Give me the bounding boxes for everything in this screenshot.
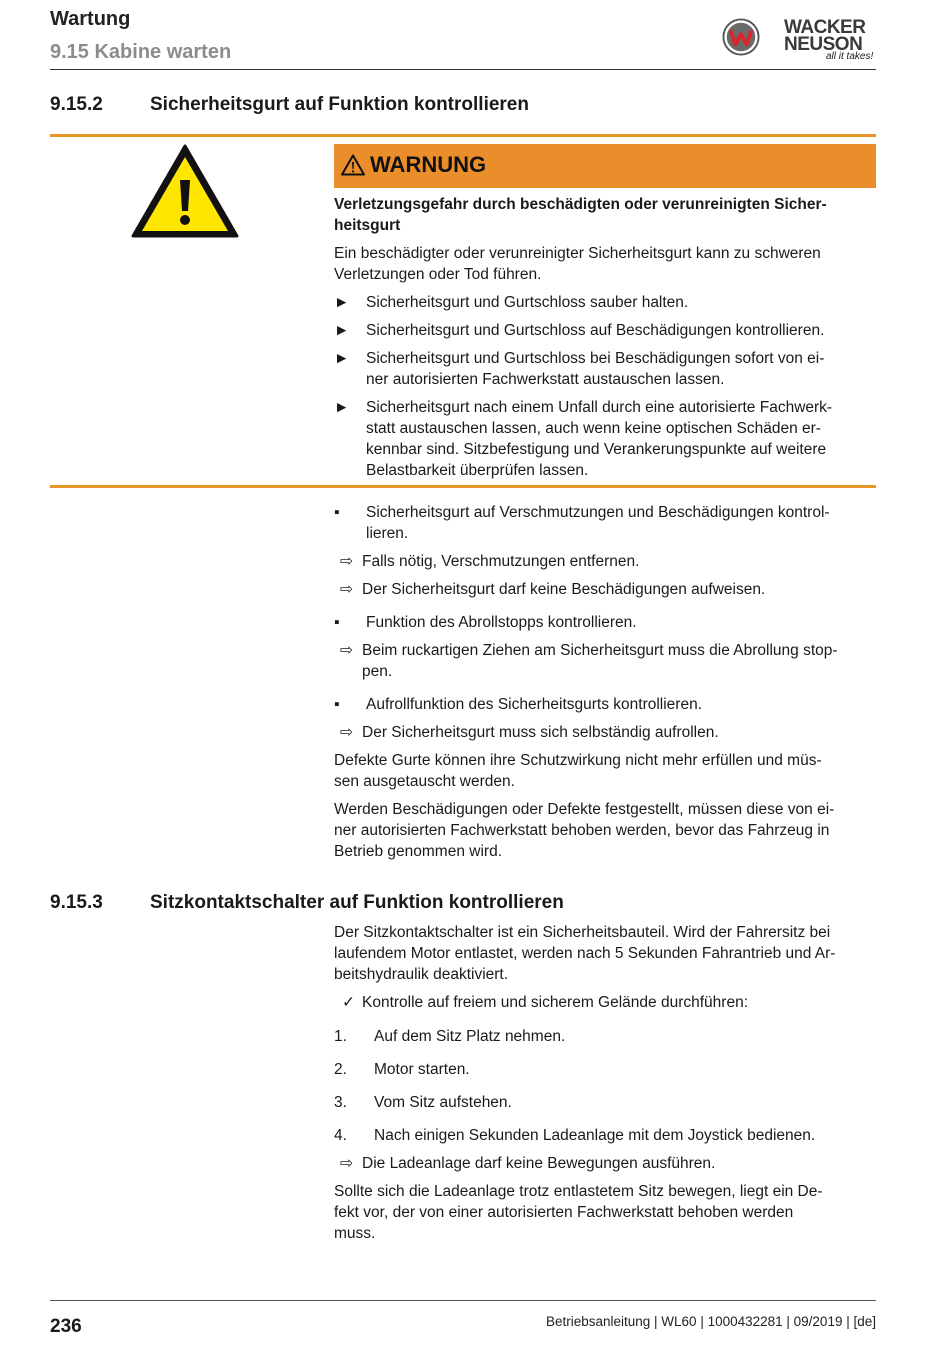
- paragraph-line: Der Sitzkontaktschalter ist ein Sicherheitsbauteil. Wird der Fahrersitz bei: [334, 924, 831, 941]
- step-text: Sicherheitsgurt auf Verschmutzungen und Beschädigungen kontrol-: [366, 504, 830, 521]
- paragraph-line: sen ausgetauscht werden.: [334, 773, 515, 790]
- warning-bottom-rule: [50, 485, 876, 488]
- warning-action-text: Sicherheitsgurt und Gurtschloss auf Beschädigungen kontrollieren.: [366, 322, 825, 339]
- square-bullet-icon: ▪: [334, 614, 340, 631]
- step-text: Funktion des Abrollstopps kontrollieren.: [366, 614, 637, 631]
- numbered-step: [334, 1125, 874, 1146]
- result-text: Der Sicherheitsgurt darf keine Beschädigungen aufweisen.: [362, 581, 766, 598]
- paragraph-line: Betrieb genommen wird.: [334, 843, 502, 860]
- paragraph-line: laufendem Motor entlastet, werden nach 5 Sekunden Fahrantrieb und Ar-: [334, 945, 836, 962]
- step-item: [334, 694, 874, 715]
- step-number: 1.: [334, 1028, 347, 1045]
- paragraph-line: ner autorisierten Fachwerkstatt behoben werden, bevor das Fahrzeug in: [334, 822, 830, 839]
- step-text: Motor starten.: [374, 1061, 470, 1078]
- warning-action-text: Sicherheitsgurt nach einem Unfall durch eine autorisierte Fachwerk-: [366, 399, 833, 416]
- paragraph-line: beitshydraulik deaktiviert.: [334, 966, 509, 983]
- arrow-right-icon: ►: [334, 322, 350, 339]
- section-number: 9.15.2: [50, 94, 103, 115]
- numbered-step: [334, 1092, 874, 1113]
- result-arrow-icon: ⇨: [340, 553, 353, 570]
- step-number: 2.: [334, 1061, 347, 1078]
- warning-banner: [334, 144, 876, 188]
- result-arrow-icon: ⇨: [340, 642, 353, 659]
- warning-action-text: Sicherheitsgurt und Gurtschloss bei Beschädigungen sofort von ei-: [366, 350, 825, 367]
- result-item: [334, 579, 874, 600]
- warning-action-text: Sicherheitsgurt und Gurtschloss sauber halten.: [366, 294, 689, 311]
- square-bullet-icon: ▪: [334, 696, 340, 713]
- warning-heading-line: heitsgurt: [334, 217, 401, 234]
- section-title: Sitzkontaktschalter auf Funktion kontrollieren: [150, 892, 564, 913]
- step-text: Nach einigen Sekunden Ladeanlage mit dem Joystick bedienen.: [374, 1127, 816, 1144]
- paragraph-line: fekt vor, der von einer autorisierten Fachwerkstatt behoben werden: [334, 1204, 794, 1221]
- footer-divider: [50, 1300, 876, 1301]
- logo-wordmark-bottom: NEUSON: [784, 34, 863, 55]
- section-number: 9.15.3: [50, 892, 103, 913]
- precondition-text: Kontrolle auf freiem und sicherem Gelände durchführen:: [362, 994, 748, 1011]
- result-arrow-icon: ⇨: [340, 1155, 353, 1172]
- warning-action-item: [334, 320, 874, 341]
- header-divider: [50, 69, 876, 70]
- numbered-step: [334, 1026, 874, 1047]
- result-text: Die Ladeanlage darf keine Bewegungen ausführen.: [362, 1155, 716, 1172]
- result-text: Der Sicherheitsgurt muss sich selbständig aufrollen.: [362, 724, 719, 741]
- arrow-right-icon: ►: [334, 294, 350, 311]
- precondition-item: [334, 992, 874, 1013]
- warning-intro-line: Verletzungen oder Tod führen.: [334, 266, 542, 283]
- step-text: lieren.: [366, 525, 409, 542]
- chapter-title: Wartung: [50, 8, 131, 30]
- warning-heading-line: Verletzungsgefahr durch beschädigten oder verunreinigten Sicher-: [334, 196, 827, 213]
- result-arrow-icon: ⇨: [340, 724, 353, 741]
- brand-logo: [722, 16, 878, 66]
- wacker-neuson-logo-icon: [722, 18, 760, 56]
- result-text: pen.: [362, 663, 393, 680]
- step-item: [334, 612, 874, 633]
- paragraph-line: Defekte Gurte können ihre Schutzwirkung nicht mehr erfüllen und müs-: [334, 752, 822, 769]
- step-text: Vom Sitz aufstehen.: [374, 1094, 512, 1111]
- warning-action-item: [334, 348, 874, 390]
- result-item: [334, 722, 874, 743]
- step-number: 3.: [334, 1094, 347, 1111]
- warning-action-text: Belastbarkeit überprüfen lassen.: [366, 462, 589, 479]
- warning-action-text: kennbar sind. Sitzbefestigung und Verankerungspunkte auf weitere: [366, 441, 827, 458]
- result-item: [334, 1153, 874, 1174]
- warning-triangle-icon: [130, 143, 240, 239]
- warning-action-text: statt austauschen lassen, auch wenn keine optischen Schäden er-: [366, 420, 821, 437]
- warning-action-item: [334, 292, 874, 313]
- step-number: 4.: [334, 1127, 347, 1144]
- paragraph-line: Werden Beschädigungen oder Defekte festgestellt, müssen diese von ei-: [334, 801, 835, 818]
- result-text: Falls nötig, Verschmutzungen entfernen.: [362, 553, 640, 570]
- logo-wordmark-top: WACKER: [784, 17, 866, 38]
- warning-action-text: ner autorisierten Fachwerkstatt austauschen lassen.: [366, 371, 725, 388]
- step-text: Auf dem Sitz Platz nehmen.: [374, 1028, 566, 1045]
- result-item: [334, 640, 874, 682]
- warning-label: WARNUNG: [370, 152, 487, 177]
- numbered-step: [334, 1059, 874, 1080]
- section-title: Sicherheitsgurt auf Funktion kontrollieren: [150, 94, 529, 115]
- warning-top-rule: [50, 134, 876, 137]
- warning-small-icon: [341, 154, 365, 176]
- result-arrow-icon: ⇨: [340, 581, 353, 598]
- arrow-right-icon: ►: [334, 350, 350, 367]
- result-text: Beim ruckartigen Ziehen am Sicherheitsgurt muss die Abrollung stop-: [362, 642, 838, 659]
- arrow-right-icon: ►: [334, 399, 350, 416]
- checkmark-icon: ✓: [342, 994, 355, 1011]
- step-item: [334, 502, 874, 544]
- logo-tagline: all it takes!: [826, 51, 874, 62]
- step-text: Aufrollfunktion des Sicherheitsgurts kontrollieren.: [366, 696, 703, 713]
- paragraph-line: muss.: [334, 1225, 376, 1242]
- result-item: [334, 551, 874, 572]
- square-bullet-icon: ▪: [334, 504, 340, 521]
- chapter-subtitle: 9.15 Kabine warten: [50, 41, 232, 63]
- warning-action-item: [334, 397, 874, 481]
- warning-intro-line: Ein beschädigter oder verunreinigter Sicherheitsgurt kann zu schweren: [334, 245, 821, 262]
- paragraph-line: Sollte sich die Ladeanlage trotz entlastetem Sitz bewegen, liegt ein De-: [334, 1183, 823, 1200]
- page-number: 236: [50, 1316, 82, 1337]
- document-info: Betriebsanleitung | WL60 | 1000432281 | 09/2019 | [de]: [545, 1314, 876, 1329]
